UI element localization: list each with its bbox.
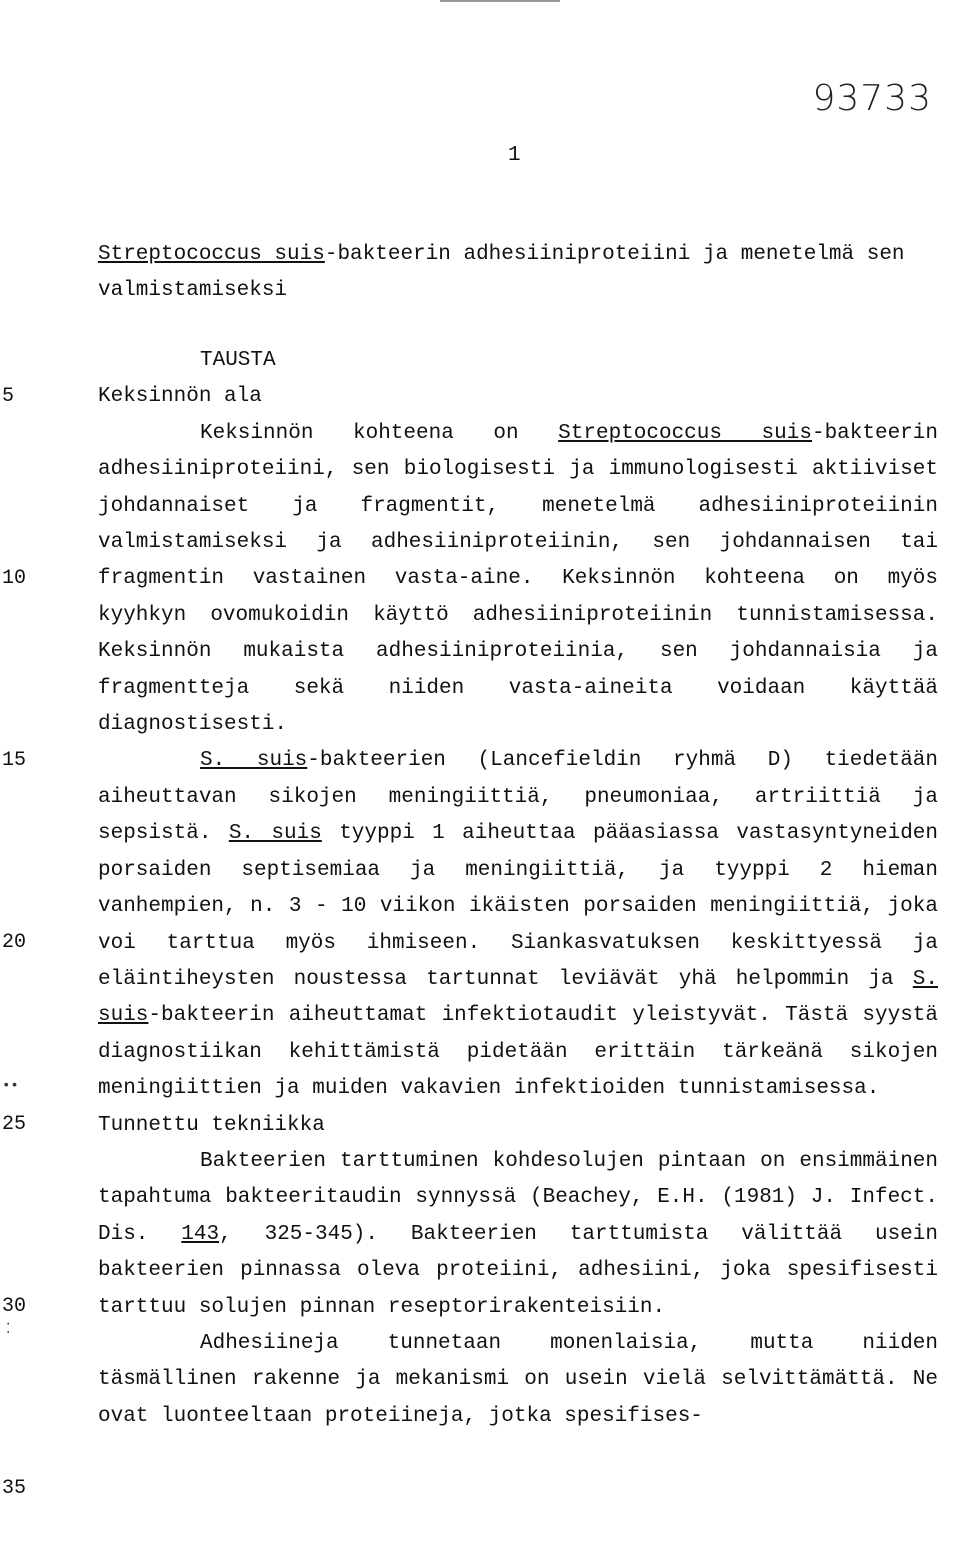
document-title xyxy=(98,237,938,309)
line-number: 30 xyxy=(2,1295,27,1318)
margin-mark: •• xyxy=(2,1078,19,1094)
title-rest: -bakteerin adhesiiniproteiini ja menetelmä sen valmistamiseksi xyxy=(98,243,905,302)
section-heading-tausta: TAUSTA xyxy=(200,349,276,372)
line-number: 10 xyxy=(2,567,27,590)
page-number: 1 xyxy=(508,144,521,167)
paragraph-adhesins: Adhesiineja tunnetaan monenlaisia, mutta niiden täsmällinen rakenne ja mekanismi on usein vielä selvittämättä. Ne ovat luonteeltaan proteiineja, jotka spesifises- xyxy=(98,1331,938,1428)
text-run: , 325-345). Bakteerien tarttumista välittää usein bakteerien pinnassa oleva proteiini, adhesiini, joka spesifisesti tarttuu solujen pinnan reseptorirakenteisiin. xyxy=(98,1222,938,1319)
species-name: S. suis xyxy=(228,822,322,846)
text-run: -bakteerin adhesiiniproteiini, sen biologisesti ja immunologisesti aktiiviset johdannaiset ja fragmentit, menetelmä adhesiiniproteiinin valmistamiseksi ja adhesiiniproteiinin, sen johdannaisen tai fragmentin vastainen vasta-aine. Keksinnön kohteena on myös kyyhkyn ovomukoidin käyttö adhesiiniproteiinin tunnistamisessa. Keksinnön mukaista adhesiiniproteiinia, sen johdannaisia ja fragmentteja sekä niiden vasta-aineita voidaan käyttää diagnostisesti. xyxy=(98,421,938,737)
paragraph-field xyxy=(98,416,938,744)
text-run: Bakteerien tarttuminen kohdesolujen pintaan on ensimmäinen tapahtuma bakteeritaudin synnyssä (Beachey, E.H. (1981) J. Infect. Dis. xyxy=(98,1149,938,1246)
line-number: 20 xyxy=(2,931,27,954)
heading-prior-art: Tunnettu tekniikka xyxy=(98,1113,325,1137)
paragraph-prior-art xyxy=(98,1144,938,1326)
document-number: 93733 xyxy=(812,78,932,119)
title-species: Streptococcus suis xyxy=(98,243,325,266)
text-run: Keksinnön kohteena on xyxy=(200,421,559,445)
margin-mark: ⁚ xyxy=(6,1322,11,1338)
document-body xyxy=(98,343,938,1435)
line-number: 5 xyxy=(2,385,15,408)
text-run: -bakteerien (Lancefieldin ryhmä D) tiedetään aiheuttavan sikojen meningiittiä, pneumoniaa, artriittiä ja sepsistä. xyxy=(98,749,938,846)
line-number: 25 xyxy=(2,1113,27,1136)
scan-artifact xyxy=(440,0,560,2)
line-number: 35 xyxy=(2,1477,27,1500)
species-name: S. suis xyxy=(200,749,308,773)
volume-number: 143 xyxy=(181,1222,220,1246)
species-name: S. suis xyxy=(98,967,938,1028)
text-run: tyyppi 1 aiheuttaa pääasiassa vastasyntyneiden porsaiden septisemiaa ja meningiittiä, ja tyyppi 2 hieman vanhempien, n. 3 - 10 viikon ikäisten porsaiden meningiittiä, joka voi tarttua myös ihmiseen. Siankasvatuksen keskittyessä ja eläintiheysten noustessa tartunnat leviävät yhä helpommin ja xyxy=(98,822,939,991)
heading-field: Keksinnön ala xyxy=(98,385,262,409)
line-number: 15 xyxy=(2,749,27,772)
species-name: Streptococcus suis xyxy=(558,421,812,445)
paragraph-background xyxy=(98,743,938,1107)
text-run: -bakteerin aiheuttamat infektiotaudit yleistyvät. Tästä syystä diagnostiikan kehittämistä pidetään erittäin tärkeänä sikojen meningiittien ja muiden vakavien infektioiden tunnistamisessa. xyxy=(98,1004,938,1101)
